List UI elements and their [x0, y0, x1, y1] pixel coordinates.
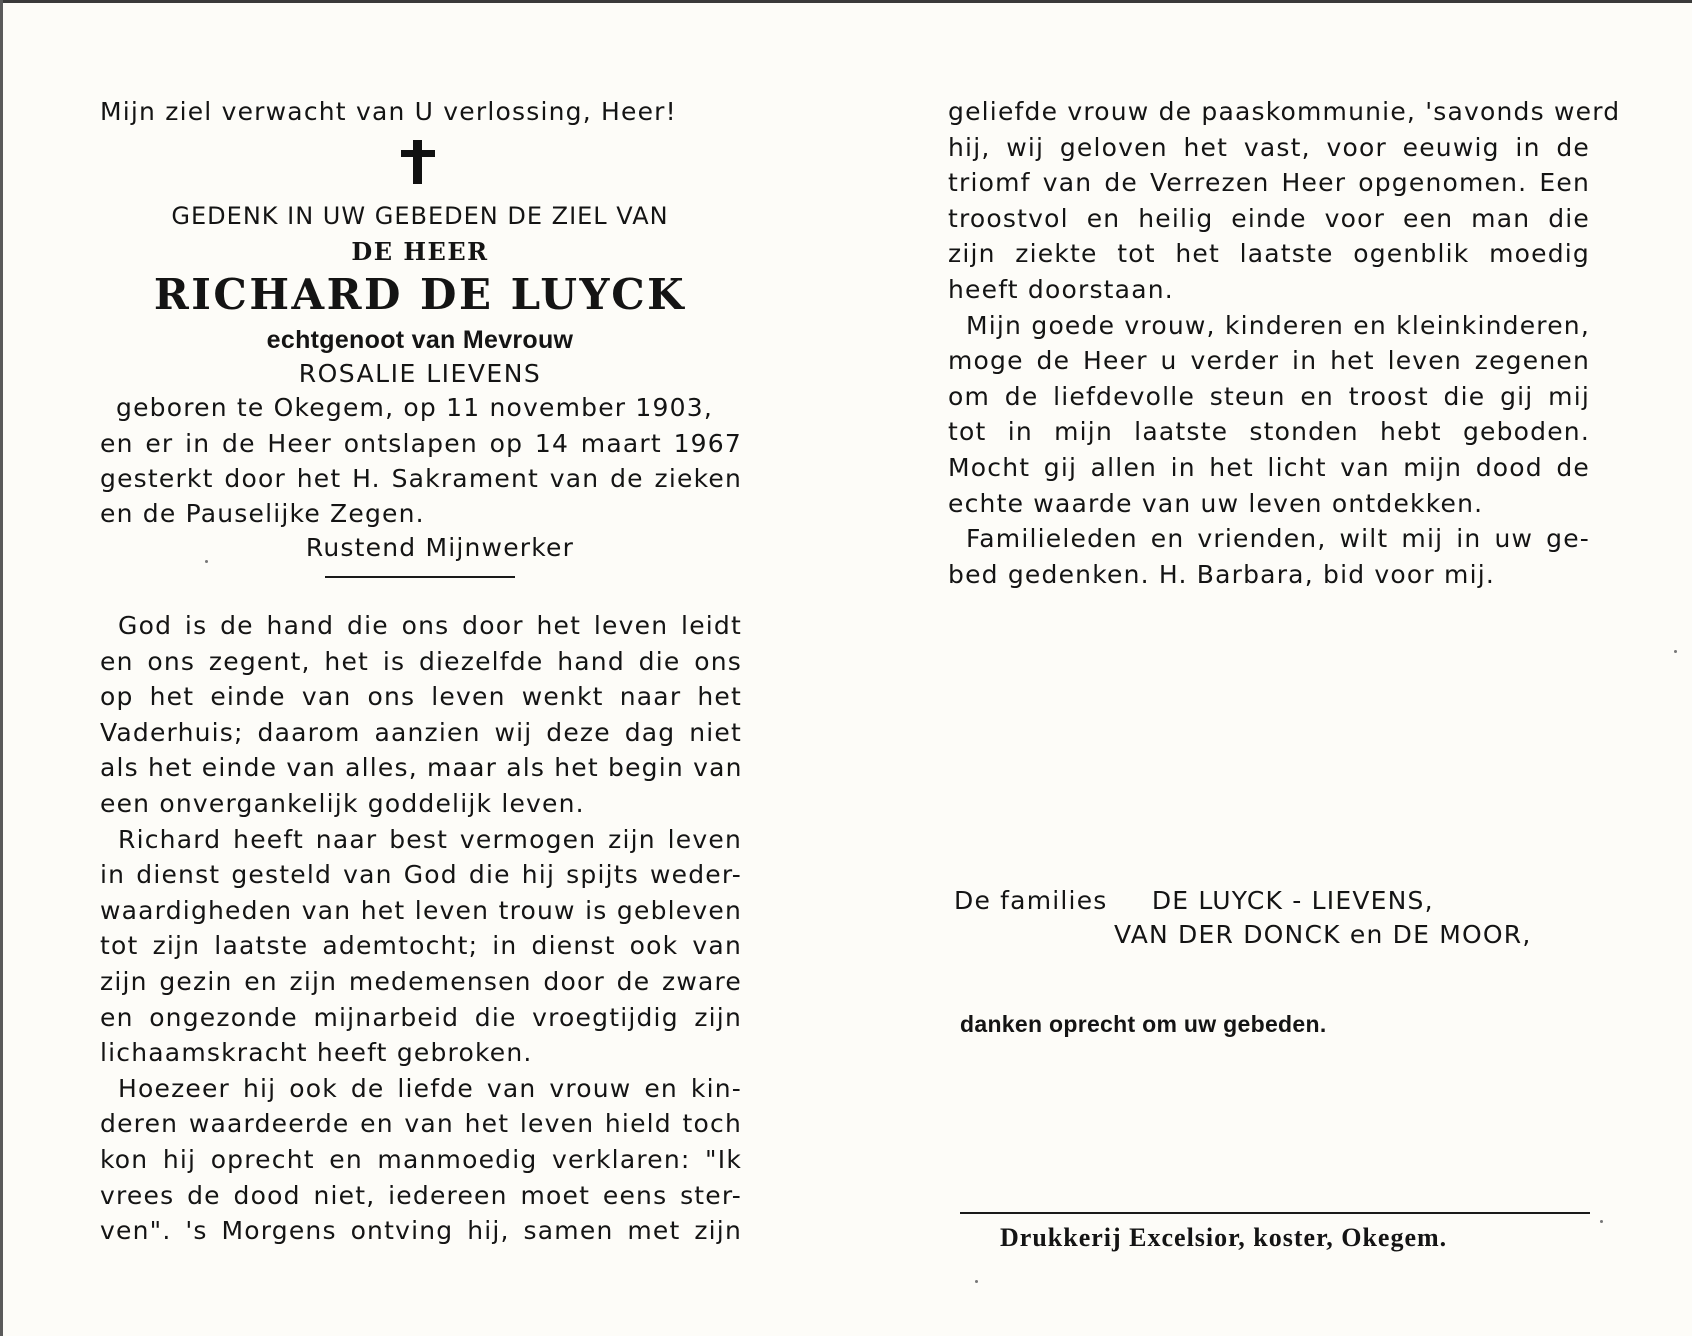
printer-rule — [960, 1212, 1590, 1214]
right-line-10: tot in mijn laatste stonden hebt geboden. — [948, 417, 1590, 447]
left-line-5: als het einde van alles, maar als het begin van — [100, 753, 743, 783]
bio-line-4: en de Pauselijke Zegen. — [100, 499, 425, 528]
left-line-13: lichaamskracht heeft gebroken. — [100, 1038, 533, 1068]
prayer-heading: Mijn ziel verwacht van U verlossing, Heer! — [100, 97, 677, 126]
left-line-12: en ongezonde mijnarbeid die vroegtijdig zijn — [100, 1002, 742, 1032]
remember-heading: GEDENK IN UW GEBEDEN DE ZIEL VAN — [171, 202, 669, 230]
families-block — [954, 885, 1594, 917]
right-line-5: zijn ziekte tot het laatste ogenblik moedig — [948, 239, 1590, 269]
paper-speck — [975, 1280, 978, 1283]
bio-line-1: geboren te Okegem, op 11 november 1903, — [116, 393, 713, 422]
card-left-edge — [0, 0, 3, 1336]
latin-cross-icon — [401, 140, 435, 184]
left-line-3: op het einde van ons leven wenkt naar het — [100, 682, 742, 712]
right-line-7: Mijn goede vrouw, kinderen en kleinkinderen, — [966, 310, 1590, 340]
thanks-line: danken oprecht om uw gebeden. — [960, 1011, 1327, 1037]
right-line-12: echte waarde van uw leven ontdekken. — [948, 488, 1484, 518]
paper-speck — [1674, 650, 1677, 653]
right-line-3: triomf van de Verrezen Heer opgenomen. Een — [948, 168, 1590, 198]
right-line-11: Mocht gij allen in het licht van mijn dood de — [948, 453, 1590, 482]
divider-rule — [325, 576, 515, 578]
families-conjunction: en — [1349, 920, 1384, 949]
left-line-8: in dienst gesteld van God die hij spijts weder- — [100, 860, 742, 890]
printer-credit: Drukkerij Excelsior, koster, Okegem. — [1000, 1223, 1448, 1252]
bio-line-3: gesterkt door het H. Sakrament van de zieken — [100, 464, 742, 493]
families-line-1: DE LUYCK - LIEVENS, — [1151, 886, 1434, 915]
left-line-11: zijn gezin en zijn medemensen door de zware — [100, 967, 742, 996]
left-line-10: tot zijn laatste ademtocht; in dienst ook van — [100, 931, 742, 961]
right-line-4: troostvol en heilig einde voor een man die — [948, 203, 1590, 233]
left-line-7: Richard heeft naar best vermogen zijn leven — [118, 824, 742, 854]
left-line-9: waardigheden van het leven trouw is gebleven — [100, 895, 742, 925]
right-line-14: bed gedenken. H. Barbara, bid voor mij. — [948, 559, 1496, 589]
deceased-name: RICHARD DE LUYCK — [153, 270, 687, 319]
spouse-name: ROSALIE LIEVENS — [298, 359, 542, 388]
paper-speck — [1600, 1220, 1603, 1223]
occupation: Rustend Mijnwerker — [305, 533, 575, 562]
right-line-2: hij, wij geloven het vast, voor eeuwig in de — [948, 132, 1590, 162]
right-line-1: geliefde vrouw de paaskommunie, 'savonds werd — [948, 97, 1621, 126]
left-line-14: Hoezeer hij ook de liefde van vrouw en kin- — [118, 1073, 742, 1103]
left-line-18: ven". 's Morgens ontving hij, samen met zijn — [100, 1216, 742, 1246]
right-line-13: Familieleden en vrienden, wilt mij in uw ge- — [966, 524, 1590, 554]
card-top-edge — [0, 0, 1692, 3]
right-line-6: heeft doorstaan. — [948, 275, 1174, 304]
families-line-2 — [1114, 919, 1594, 951]
left-line-1: God is de hand die ons door het leven leidt — [118, 611, 742, 640]
right-line-9: om de liefdevolle steun en troost die gij mij — [948, 381, 1590, 411]
bio-line-2: en er in de Heer ontslapen op 14 maart 1967 — [100, 429, 742, 458]
honorific-title: DE HEER — [351, 237, 489, 266]
left-line-6: een onvergankelijk goddelijk leven. — [100, 789, 585, 818]
families-name-van-der-donck: VAN DER DONCK — [1114, 920, 1341, 949]
left-line-17: vrees de dood niet, iedereen moet eens ster- — [100, 1180, 742, 1210]
left-line-16: kon hij oprecht en manmoedig verklaren: "Ik — [100, 1145, 742, 1174]
spouse-intro: echtgenoot van Mevrouw — [266, 326, 574, 354]
left-line-15: deren waardeerde en van het leven hield toch — [100, 1109, 742, 1139]
right-line-8: moge de Heer u verder in het leven zegenen — [948, 346, 1590, 376]
families-name-de-moor: DE MOOR, — [1392, 920, 1532, 949]
paper-speck — [205, 560, 208, 563]
left-line-4: Vaderhuis; daarom aanzien wij deze dag niet — [100, 717, 742, 747]
left-line-2: en ons zegent, het is diezelfde hand die ons — [100, 646, 742, 676]
families-intro: De families — [954, 886, 1108, 915]
